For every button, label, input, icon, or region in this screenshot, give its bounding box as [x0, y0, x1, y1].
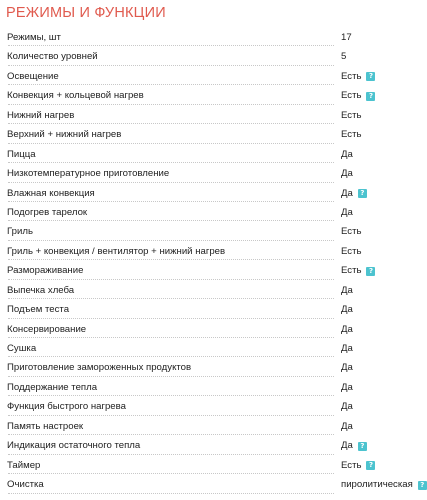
spec-value-text: Да [341, 323, 353, 335]
spec-row [0, 282, 420, 301]
spec-value-text: Есть [341, 109, 362, 121]
spec-value-text: Есть [341, 265, 362, 277]
spec-value [341, 32, 352, 44]
spec-row [0, 165, 420, 184]
spec-row [0, 146, 420, 165]
spec-row [0, 359, 420, 378]
spec-label: Конвекция + кольцевой нагрев [7, 90, 144, 102]
spec-label: Пицца [7, 148, 36, 160]
spec-value [341, 51, 346, 63]
spec-value [341, 265, 375, 277]
help-icon[interactable]: ? [358, 442, 367, 451]
spec-value-text: Есть [341, 226, 362, 238]
spec-value-text: Да [341, 381, 353, 393]
spec-value [341, 421, 353, 433]
spec-value-text: Есть [341, 70, 362, 82]
spec-value [341, 90, 375, 102]
spec-label: Функция быстрого нагрева [7, 401, 126, 413]
spec-row [0, 457, 420, 476]
spec-label: Гриль [7, 226, 33, 238]
spec-label: Влажная конвекция [7, 187, 95, 199]
spec-value [341, 207, 353, 219]
spec-value-text: 17 [341, 32, 352, 43]
help-icon[interactable]: ? [366, 92, 375, 101]
spec-value [341, 460, 375, 472]
spec-value [341, 129, 361, 141]
spec-value [341, 168, 353, 180]
spec-row [0, 68, 420, 87]
spec-value [341, 401, 353, 413]
spec-list [0, 29, 425, 496]
help-icon[interactable]: ? [418, 481, 427, 490]
spec-label: Подогрев тарелок [7, 206, 88, 218]
spec-value [341, 149, 353, 161]
spec-value-text: Да [341, 187, 353, 199]
spec-row [0, 223, 420, 242]
spec-label: Сушка [7, 343, 37, 354]
spec-value [341, 343, 353, 355]
spec-value-text: Да [341, 362, 353, 374]
spec-row [0, 418, 420, 437]
spec-label: Размораживание [7, 265, 84, 277]
spec-label: Приготовление замороженных продуктов [7, 362, 192, 374]
spec-value [341, 226, 361, 238]
spec-value [341, 188, 367, 200]
spec-value [341, 246, 361, 258]
spec-value-text: Есть [341, 129, 362, 141]
spec-label: Консервирование [7, 323, 87, 335]
spec-row [0, 48, 420, 67]
spec-value [341, 440, 367, 452]
help-icon[interactable]: ? [366, 267, 375, 276]
spec-row [0, 398, 420, 417]
spec-value-text: Да [341, 343, 353, 354]
spec-value [341, 285, 353, 297]
spec-value-text: Да [341, 420, 353, 432]
help-icon[interactable]: ? [366, 461, 375, 470]
spec-label: Нижний нагрев [7, 109, 75, 121]
spec-label: Индикация остаточного тепла [7, 440, 141, 452]
spec-label: Верхний + нижний нагрев [7, 129, 122, 141]
spec-row [0, 379, 420, 398]
spec-row [0, 243, 420, 262]
spec-row [0, 185, 420, 204]
spec-value-text: Есть [341, 245, 362, 257]
spec-value [341, 382, 353, 394]
spec-value-text: Да [341, 148, 353, 160]
spec-value [341, 324, 353, 336]
spec-value-text: пиролитическая [341, 479, 413, 491]
spec-label: Поддержание тепла [7, 381, 98, 393]
spec-row [0, 126, 420, 145]
spec-value [341, 362, 353, 374]
help-icon[interactable]: ? [366, 72, 375, 81]
spec-row [0, 301, 420, 320]
spec-row [0, 204, 420, 223]
spec-label: Выпечка хлеба [7, 284, 75, 296]
spec-label: Количество уровней [7, 51, 98, 63]
spec-row [0, 29, 420, 48]
spec-value [341, 304, 353, 316]
help-icon[interactable]: ? [358, 189, 367, 198]
spec-value-text: Есть [341, 90, 362, 102]
spec-value [341, 479, 427, 491]
spec-row [0, 321, 420, 340]
spec-row [0, 476, 425, 495]
spec-value-text: Да [341, 440, 353, 452]
spec-label: Память настроек [7, 420, 84, 432]
spec-row [0, 87, 420, 106]
spec-row [0, 340, 420, 359]
spec-value [341, 71, 375, 83]
spec-value-text: Да [341, 304, 353, 316]
spec-label: Освещение [7, 70, 59, 82]
section-title: РЕЖИМЫ И ФУНКЦИИ [6, 5, 166, 21]
spec-value-text: Да [341, 168, 353, 180]
spec-row [0, 437, 420, 456]
spec-row [0, 262, 420, 281]
spec-label: Гриль + конвекция / вентилятор + нижний нагрев [7, 245, 226, 257]
spec-label: Таймер [7, 459, 41, 471]
spec-label: Режимы, шт [7, 32, 61, 43]
spec-value-text: Да [341, 284, 353, 296]
spec-value-text: Есть [341, 459, 362, 471]
spec-value-text: 5 [341, 51, 347, 63]
spec-value-text: Да [341, 206, 353, 218]
spec-value [341, 110, 361, 122]
spec-label: Очистка [7, 479, 44, 491]
spec-value-text: Да [341, 401, 353, 413]
spec-label: Низкотемпературное приготовление [7, 168, 170, 180]
spec-label: Подъем теста [7, 304, 70, 316]
spec-row [0, 107, 420, 126]
